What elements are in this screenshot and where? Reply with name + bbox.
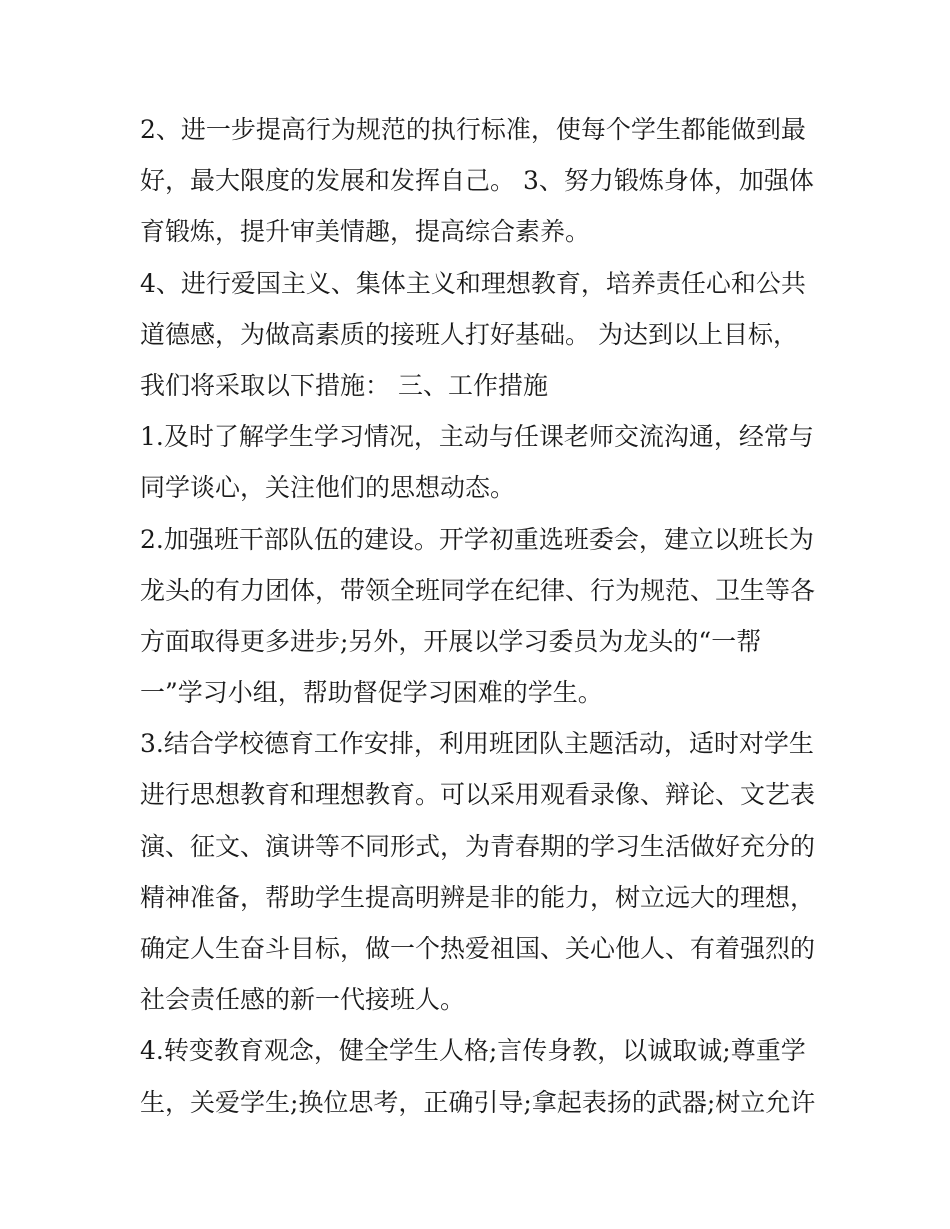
text-line-3: 育锻炼，提升审美情趣，提高综合素养。 [140,217,591,247]
text-line-6: 我们将采取以下措施： 三、工作措施 [140,370,548,400]
text-line-13: 3.结合学校德育工作安排，利用班团队主题活动，适时对学生 [140,729,814,759]
text-line-1: 2、进一步提高行为规范的执行标准，使每个学生都能做到最 [140,115,806,144]
text-line-17: 确定人生奋斗目标，做一个热爱祖国、关心他人、有着强烈的 [140,934,816,963]
text-line-2: 好，最大限度的发展和发挥自己。 3、努力锻炼身体，加强体 [140,166,814,196]
text-line-15: 演、征文、演讲等不同形式，为青春期的学习生活做好充分的 [140,831,816,861]
text-line-4: 4、进行爱国主义、集体主义和理想教育，培养责任心和公共 [140,268,806,298]
text-line-18: 社会责任感的新一代接班人。 [140,985,466,1015]
text-line-7: 1.及时了解学生学习情况，主动与任课老师交流沟通，经常与 [140,422,814,452]
text-line-8: 同学谈心，关注他们的思想动态。 [140,473,516,503]
text-line-9: 2.加强班干部队伍的建设。开学初重选班委会，建立以班长为 [140,524,814,554]
text-line-19: 4.转变教育观念，健全学生人格;言传身教，以诚取诚;尊重学 [140,1036,806,1066]
document-body [140,104,820,1128]
text-line-16: 精神准备，帮助学生提高明辨是非的能力，树立远大的理想， [140,882,816,912]
text-line-14: 进行思想教育和理想教育。可以采用观看录像、辩论、文艺表 [140,780,816,810]
text-line-20: 生，关爱学生;换位思考，正确引导;拿起表扬的武器;树立允许 [140,1087,816,1117]
text-line-11: 方面取得更多进步;另外，开展以学习委员为龙头的“一帮 [140,626,762,656]
text-line-5: 道德感，为做高素质的接班人打好基础。 为达到以上目标， [140,319,798,349]
text-line-10: 龙头的有力团体，带领全班同学在纪律、行为规范、卫生等各 [140,575,816,605]
text-line-12: 一”学习小组，帮助督促学习困难的学生。 [140,678,603,708]
